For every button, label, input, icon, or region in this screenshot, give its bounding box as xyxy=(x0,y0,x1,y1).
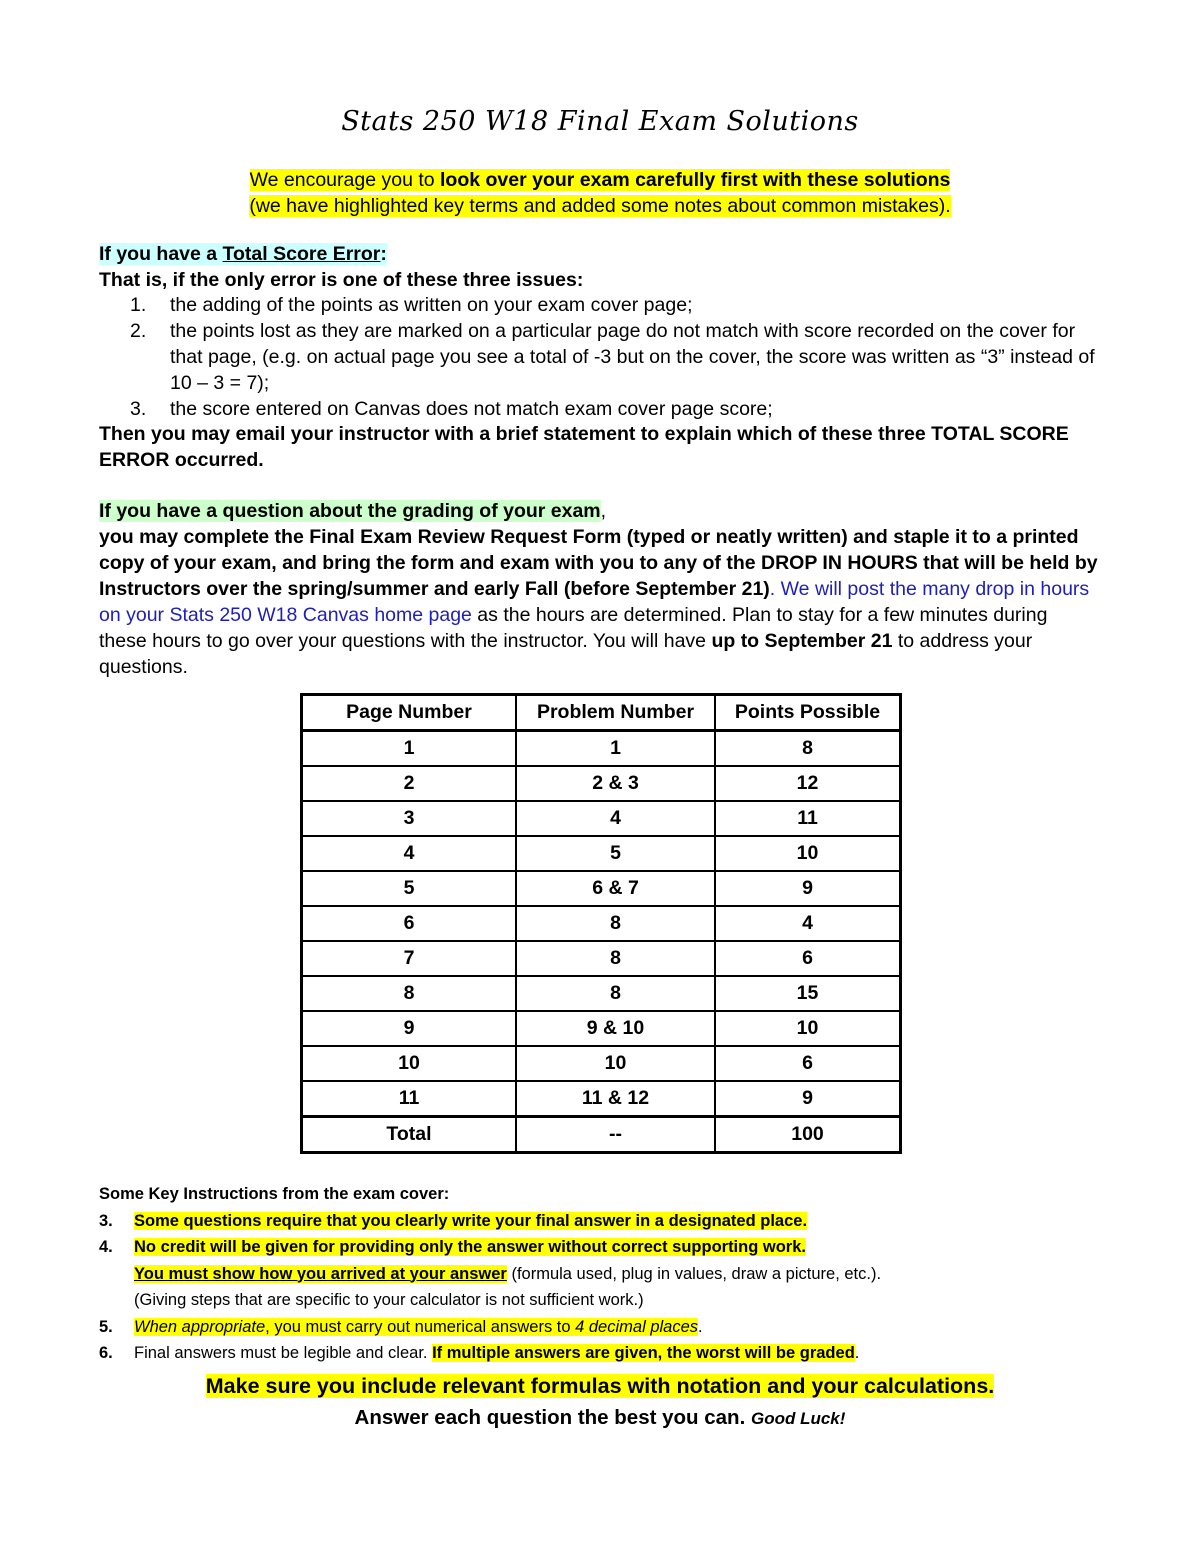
list-number: 1. xyxy=(130,294,147,316)
total-score-issue-list xyxy=(130,292,1100,422)
intro-line-2: (we have highlighted key terms and added some notes about common mistakes). xyxy=(249,195,951,217)
list-item xyxy=(130,292,1100,318)
key-item-5-italic-1: When appropriate xyxy=(134,1317,266,1336)
table-row xyxy=(302,836,901,871)
list-number: 6. xyxy=(99,1344,113,1362)
list-number: 3. xyxy=(99,1211,113,1230)
table-cell: 10 xyxy=(715,1011,901,1046)
total-score-error-term: Total Score Error xyxy=(222,243,381,265)
key-item-4 xyxy=(99,1234,1109,1261)
column-header: Problem Number xyxy=(516,695,715,731)
table-row xyxy=(302,801,901,836)
grading-deadline: up to September 21 xyxy=(711,630,893,652)
list-number: 3. xyxy=(130,398,147,420)
key-instructions-heading: Some Key Instructions from the exam cover: xyxy=(99,1185,450,1203)
table-cell: 1 xyxy=(302,731,517,767)
table-cell: 4 xyxy=(715,906,901,941)
table-cell: 10 xyxy=(516,1046,715,1081)
key-instructions xyxy=(99,1181,1109,1367)
column-header: Page Number xyxy=(302,695,517,731)
table-cell: 4 xyxy=(302,836,517,871)
table-cell: 11 & 12 xyxy=(516,1081,715,1117)
table-row xyxy=(302,1011,901,1046)
key-item-4-detail xyxy=(99,1261,1109,1288)
table-cell: 9 xyxy=(302,1011,517,1046)
grading-heading-post: , xyxy=(600,500,607,522)
table-cell: 5 xyxy=(516,836,715,871)
table-cell: 3 xyxy=(302,801,517,836)
total-score-subheading: That is, if the only error is one of these three issues: xyxy=(99,269,584,291)
points-table-body xyxy=(302,731,901,1153)
table-cell: 15 xyxy=(715,976,901,1011)
list-item-text: the points lost as they are marked on a particular page do not match with score recorded on the cover for that page, (e.g. on actual page you see a total of -3 but on the cover, the score was written as “3” instead of 10 – 3 = 7); xyxy=(170,320,1095,394)
key-item-4-underlined: You must show how you arrived at your answer xyxy=(134,1264,507,1283)
table-cell: 6 xyxy=(302,906,517,941)
list-number: 4. xyxy=(99,1238,113,1256)
good-luck-text: Good Luck! xyxy=(750,1409,846,1428)
table-cell: 11 xyxy=(715,801,901,836)
final-reminder-line-1: Make sure you include relevant formulas with notation and your calculations. xyxy=(205,1374,995,1398)
intro-line-1 xyxy=(250,169,951,191)
table-row xyxy=(302,906,901,941)
list-item xyxy=(130,396,1100,422)
key-item-3 xyxy=(99,1208,1109,1235)
key-item-4-text: No credit will be given for providing only the answer without correct supporting work. xyxy=(134,1238,806,1256)
table-cell: 11 xyxy=(302,1081,517,1117)
key-item-5 xyxy=(99,1314,1109,1341)
table-cell: 2 & 3 xyxy=(516,766,715,801)
total-score-closing: Then you may email your instructor with a brief statement to explain which of these three TOTAL SCORE ERROR occurred. xyxy=(99,423,1069,471)
list-number: 5. xyxy=(99,1317,113,1336)
key-item-6-text-c: . xyxy=(854,1344,860,1362)
table-header-row xyxy=(302,695,901,731)
list-item xyxy=(130,318,1100,396)
key-item-6-text-b: If multiple answers are given, the worst will be graded xyxy=(432,1344,855,1362)
table-cell: 4 xyxy=(516,801,715,836)
table-cell: 9 xyxy=(715,871,901,906)
list-item-text: the adding of the points as written on your exam cover page; xyxy=(170,294,693,316)
table-cell: 8 xyxy=(516,941,715,976)
list-number: 2. xyxy=(130,320,147,342)
table-row xyxy=(302,941,901,976)
list-item-text: the score entered on Canvas does not match exam cover page score; xyxy=(170,398,773,420)
table-row xyxy=(302,766,901,801)
table-cell: 6 & 7 xyxy=(516,871,715,906)
total-score-heading-pre: If you have a xyxy=(99,243,223,265)
total-score-heading-post: : xyxy=(380,243,387,265)
table-cell: 2 xyxy=(302,766,517,801)
page-title: Stats 250 W18 Final Exam Solutions xyxy=(341,106,859,137)
key-item-5-end: . xyxy=(698,1317,703,1336)
canvas-drop-in-note: We will post the many drop in hours on your Stats 250 W18 Canvas home page xyxy=(99,578,1090,626)
key-item-5-mid: , you must carry out numerical answers to xyxy=(265,1317,576,1336)
key-item-4-note: (Giving steps that are specific to your calculator is not sufficient work.) xyxy=(134,1291,644,1309)
table-cell: 10 xyxy=(715,836,901,871)
table-cell: 8 xyxy=(516,906,715,941)
total-score-heading-highlight xyxy=(99,243,387,265)
table-row xyxy=(302,731,901,767)
final-reminder-line-2: Answer each question the best you can. xyxy=(354,1406,751,1429)
key-item-4-rest: (formula used, plug in values, draw a picture, etc.). xyxy=(506,1264,882,1283)
table-cell: 9 & 10 xyxy=(516,1011,715,1046)
table-cell: 1 xyxy=(516,731,715,767)
table-cell: 8 xyxy=(302,976,517,1011)
table-cell: 12 xyxy=(715,766,901,801)
table-cell: -- xyxy=(516,1117,715,1153)
final-good-luck xyxy=(0,1406,1200,1430)
column-header: Points Possible xyxy=(715,695,901,731)
table-cell: 6 xyxy=(715,941,901,976)
grading-instructions: you may complete the Final Exam Review Request Form (typed or neatly written) and staple it to a printed copy of your exam, and bring the form and exam with you to any of the DROP IN HOURS that will be held by Instructors over the spring/summer and early Fall (before September 21) xyxy=(99,526,1098,600)
grading-period: . xyxy=(769,578,781,600)
total-score-heading xyxy=(99,241,1109,293)
table-cell: 8 xyxy=(715,731,901,767)
table-cell: 8 xyxy=(516,976,715,1011)
grading-heading: If you have a question about the grading of your exam xyxy=(99,500,601,522)
final-reminder xyxy=(0,1374,1200,1399)
table-cell: 7 xyxy=(302,941,517,976)
grading-rest-1: as the hours are determined. Plan to stay for a few minutes during these hours to go over your questions with the instructor. You will have xyxy=(99,604,1048,652)
table-total-row xyxy=(302,1117,901,1153)
table-cell: 6 xyxy=(715,1046,901,1081)
key-item-5-italic-2: 4 decimal places xyxy=(575,1317,699,1336)
key-item-6 xyxy=(99,1340,1109,1367)
table-row xyxy=(302,1081,901,1117)
table-row xyxy=(302,1046,901,1081)
key-item-3-text: Some questions require that you clearly write your final answer in a designated place. xyxy=(134,1211,808,1230)
table-cell: Total xyxy=(302,1117,517,1153)
key-item-6-text-a: Final answers must be legible and clear. xyxy=(134,1344,433,1362)
table-cell: 10 xyxy=(302,1046,517,1081)
intro-line-1-pre: We encourage you to xyxy=(249,169,441,191)
table-row xyxy=(302,976,901,1011)
intro-line-1-bold: look over your exam carefully first with these solutions xyxy=(440,169,951,191)
intro-note xyxy=(0,167,1200,219)
grading-section xyxy=(99,498,1099,680)
grading-rest-2: to address your questions. xyxy=(99,630,1033,678)
table-row xyxy=(302,871,901,906)
table-cell: 5 xyxy=(302,871,517,906)
table-cell: 9 xyxy=(715,1081,901,1117)
table-cell: 100 xyxy=(715,1117,901,1153)
points-table xyxy=(300,693,902,1154)
